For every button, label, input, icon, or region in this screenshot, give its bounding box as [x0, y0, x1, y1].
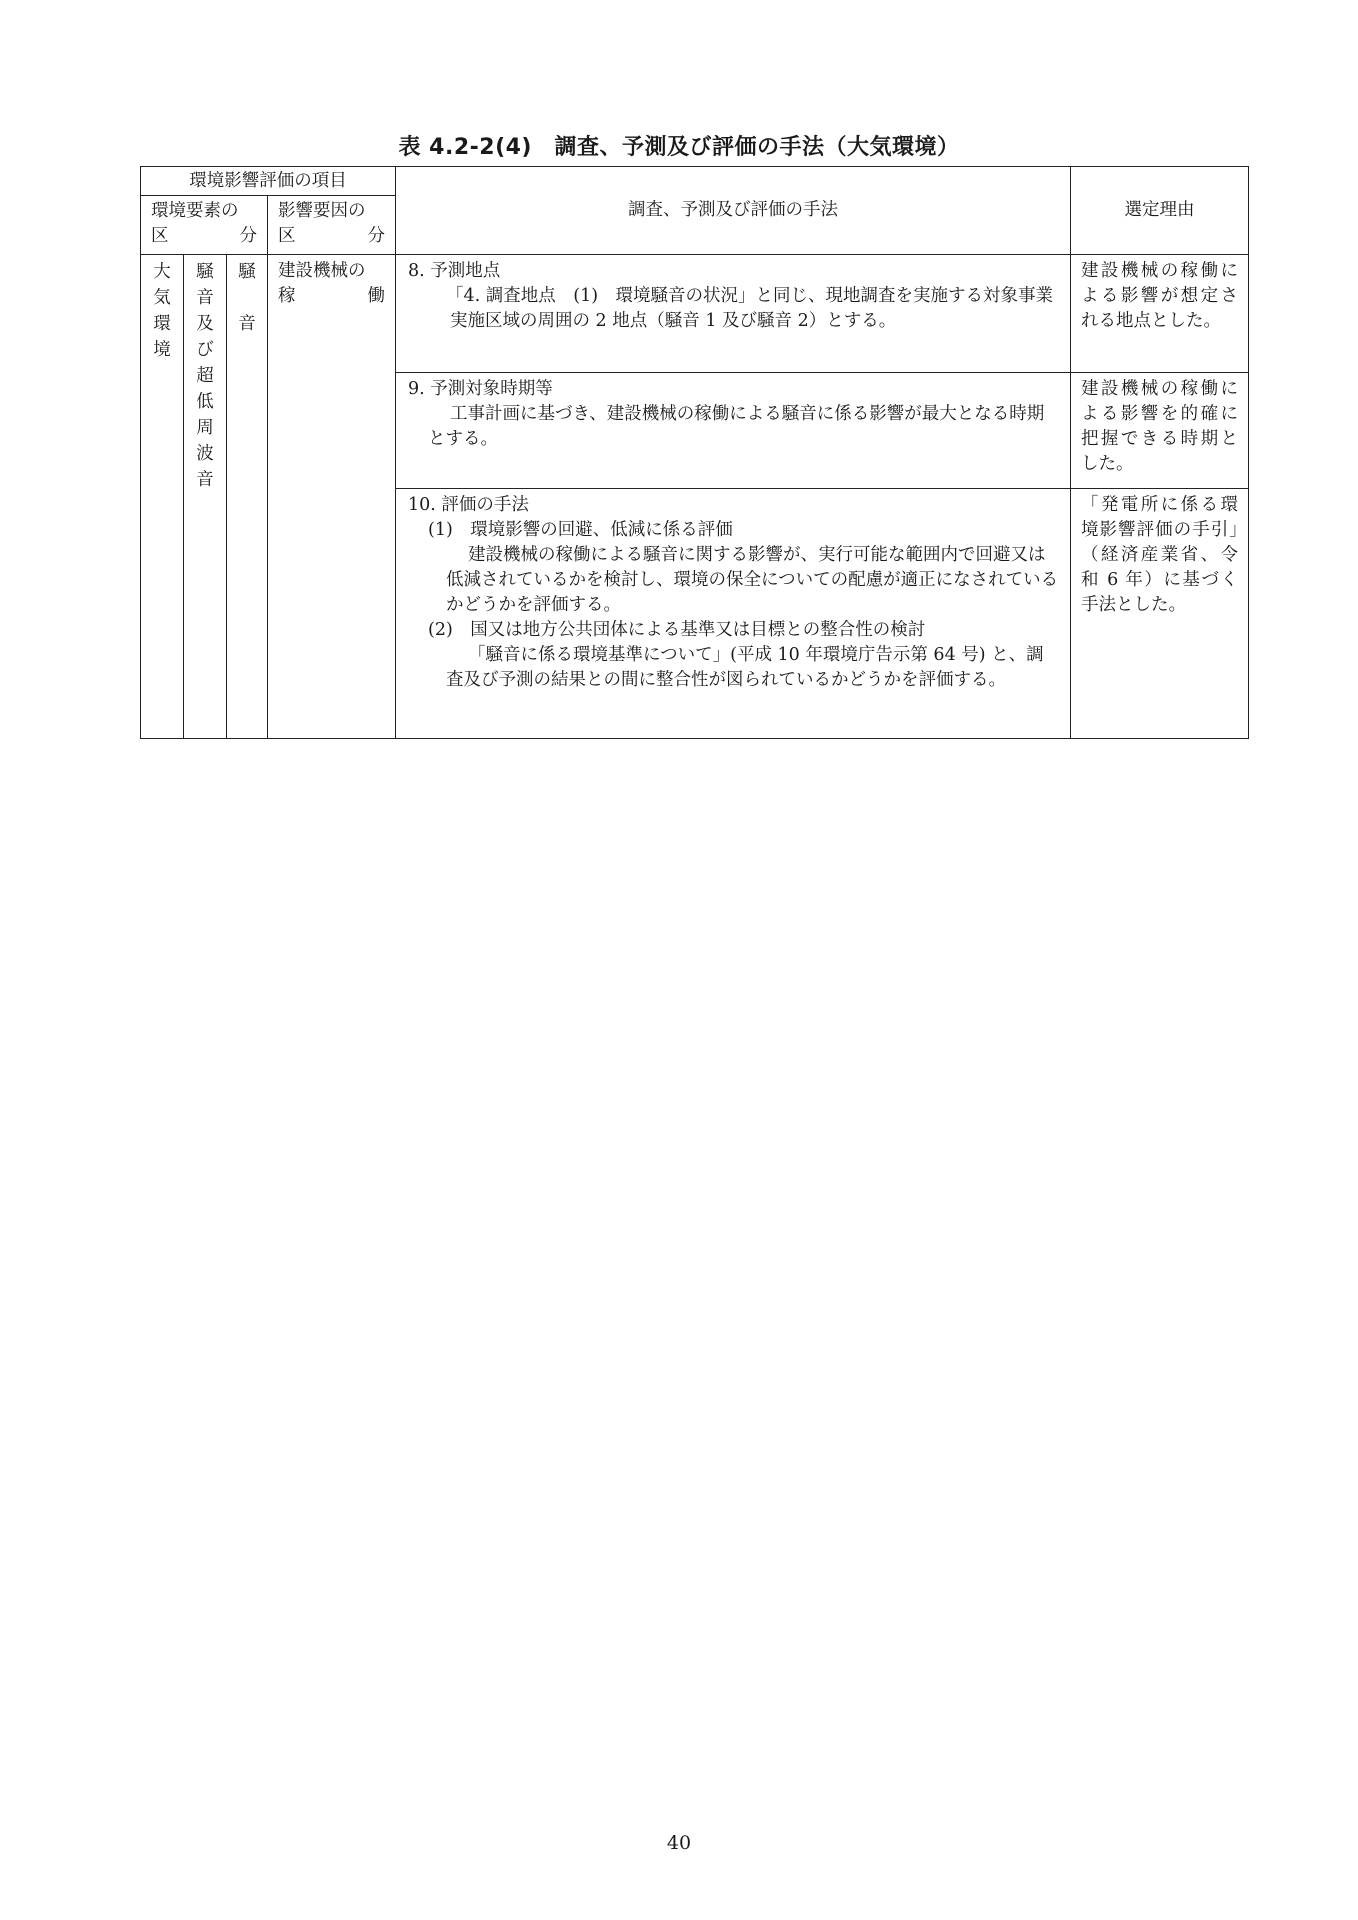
impact-factor-cell [268, 255, 396, 739]
page-number: 40 [666, 1832, 692, 1854]
vertical-char: 低 [196, 392, 214, 412]
method-cell-evaluation [396, 489, 1071, 739]
header-impact-factor-right: 分 [367, 226, 385, 246]
vertical-char: 環 [153, 314, 171, 334]
header-env-element [141, 196, 268, 255]
reason-cell: 建設機械の稼働による影響が想定される地点とした。 [1071, 255, 1249, 373]
reason-cell: 建設機械の稼働による影響を的確に把握できる時期とした。 [1071, 373, 1249, 489]
method-text: 「4. 調査地点 (1) 環境騒音の状況」と同じ、現地調査を実施する対象事業実施区域の周囲の 2 地点（騒音 1 及び騒音 2）とする。 [446, 286, 1054, 331]
method-subheading: (1) 環境影響の回避、低減に係る評価 [428, 520, 733, 540]
vertical-char: 及 [196, 314, 214, 334]
header-impact-factor [268, 196, 396, 255]
impact-factor-left: 稼 [278, 286, 296, 306]
vertical-char: 騒 [238, 262, 256, 282]
method-table [140, 166, 1249, 739]
env-element-cell [141, 255, 184, 739]
header-impact-factor-line1: 影響要因の [278, 201, 366, 221]
method-subheading: (2) 国又は地方公共団体による基準又は目標との整合性の検討 [428, 620, 926, 640]
header-impact-factor-left: 区 [278, 226, 296, 246]
header-env-element-right: 分 [239, 226, 257, 246]
vertical-char: 気 [153, 288, 171, 308]
method-text: 工事計画に基づき、建設機械の稼働による騒音に係る影響が最大となる時期とする。 [428, 404, 1045, 449]
vertical-spacer [227, 285, 267, 311]
impact-factor-right: 働 [367, 286, 385, 306]
method-heading: 9. 予測対象時期等 [408, 379, 553, 399]
method-cell-prediction-period [396, 373, 1071, 489]
header-item-group: 環境影響評価の項目 [141, 167, 396, 196]
method-text: 建設機械の稼働による騒音に関する影響が、実行可能な範囲内で回避又は低減されているかを検討し、環境の保全についての配慮が適正になされているかどうかを評価する。 [446, 545, 1059, 615]
header-reason: 選定理由 [1071, 167, 1249, 255]
reason-cell: 「発電所に係る環境影響評価の手引」（経済産業省、令和 6 年）に基づく手法とした。 [1071, 489, 1249, 739]
item-cell [227, 255, 268, 739]
sub-element-cell [184, 255, 227, 739]
vertical-char: び [196, 340, 214, 360]
header-env-element-left: 区 [151, 226, 169, 246]
vertical-char: 音 [238, 314, 256, 334]
method-heading: 10. 評価の手法 [408, 495, 529, 515]
vertical-char: 超 [196, 366, 214, 386]
vertical-char: 騒 [196, 262, 214, 282]
header-method: 調査、予測及び評価の手法 [396, 167, 1071, 255]
method-heading: 8. 予測地点 [408, 261, 501, 281]
table-title: 表 4.2-2(4) 調査、予測及び評価の手法（大気環境） [398, 135, 960, 160]
vertical-char: 波 [196, 444, 214, 464]
method-text: 「騒音に係る環境基準について」(平成 10 年環境庁告示第 64 号) と、調査及び予測の結果との間に整合性が図られているかどうかを評価する。 [446, 645, 1044, 690]
vertical-char: 境 [153, 340, 171, 360]
table-row [141, 255, 1249, 373]
vertical-char: 音 [196, 288, 214, 308]
vertical-char: 大 [153, 262, 171, 282]
vertical-char: 周 [196, 418, 214, 438]
header-env-element-line1: 環境要素の [151, 201, 239, 221]
vertical-char: 音 [196, 470, 214, 490]
impact-factor-line1: 建設機械の [278, 261, 366, 281]
header-row-1 [141, 167, 1249, 196]
method-cell-prediction-point [396, 255, 1071, 373]
